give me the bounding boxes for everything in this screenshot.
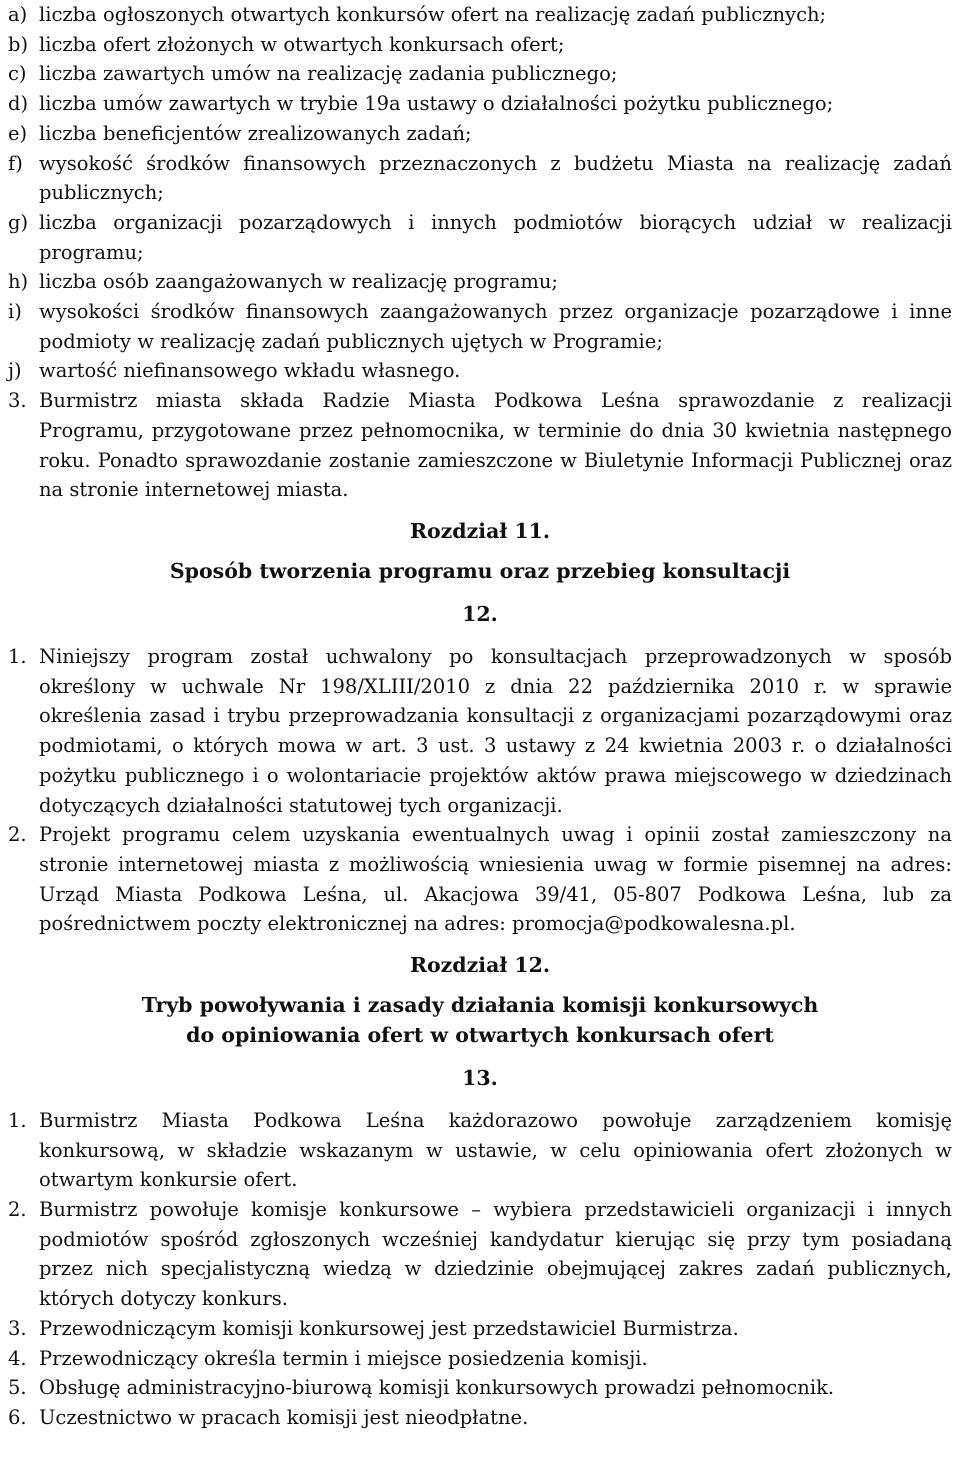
item-marker: 2. xyxy=(8,1198,27,1222)
list-text: liczba osób zaangażowanych w realizację programu; xyxy=(39,270,558,294)
list-item xyxy=(8,0,952,30)
numbered-item xyxy=(8,1195,952,1314)
item-text: Burmistrz miasta składa Radzie Miasta Podkowa Leśna sprawozdanie z realizacji Programu, przygotowane przez pełnomocnika, w terminie do dnia 30 kwietnia następnego roku. Ponadto sprawozdanie zostanie zamieszczone w Biuletynie Informacji Publicznej oraz na stronie internetowej miasta. xyxy=(39,389,952,502)
list-marker: g) xyxy=(8,210,29,234)
list-marker: e) xyxy=(8,121,28,145)
item-marker: 3. xyxy=(8,389,27,413)
numbered-item xyxy=(8,1403,952,1433)
list-item xyxy=(8,356,952,386)
item-text: Niniejszy program został uchwalony po konsultacjach przeprowadzonych w sposób określony w uchwale Nr 198/XLIII/2010 z dnia 22 października 2010 r. w sprawie określenia zasad i trybu przeprowadzania konsultacji z organizacjami pozarządowymi oraz podmiotami, o których mowa w art. 3 ust. 3 ustawy z 24 kwietnia 2003 r. o działalności pożytku publicznego i o wolontariacie projektów aktów prawa miejscowego w dziedzinach dotyczących działalności statutowej tych organizacji. xyxy=(39,645,952,817)
list-marker: f) xyxy=(8,151,23,175)
item-text: Uczestnictwo w pracach komisji jest nieodpłatne. xyxy=(39,1405,529,1429)
item-text: Obsługę administracyjno-biurową komisji konkursowych prowadzi pełnomocnik. xyxy=(39,1376,835,1400)
item-text: Burmistrz powołuje komisje konkursowe – wybiera przedstawicieli organizacji i innych podmiotów spośród zgłoszonych wcześniej kandydatur kierując się przy tym posiadaną przez nich specjalistyczną wiedzą w dziedzinie obejmującej zakres zadań publicznych, których dotyczy konkurs. xyxy=(39,1198,952,1311)
list-text: wysokość środków finansowych przeznaczonych z budżetu Miasta na realizację zadań publicznych; xyxy=(39,151,952,205)
numbered-item xyxy=(8,820,952,939)
list-marker: h) xyxy=(8,270,29,294)
item-text: Przewodniczący określa termin i miejsce posiedzenia komisji. xyxy=(39,1346,648,1370)
chapter-title-line: do opiniowania ofert w otwartych konkursach ofert xyxy=(186,1022,774,1047)
item-marker: 2. xyxy=(8,823,27,847)
list-marker: i) xyxy=(8,300,22,324)
chapter-number: Rozdział 12. xyxy=(409,953,551,978)
list-text: liczba ofert złożonych w otwartych konkursach ofert; xyxy=(39,32,565,56)
list-item xyxy=(8,59,952,89)
list-item xyxy=(8,208,952,267)
list-text: liczba ogłoszonych otwartych konkursów ofert na realizację zadań publicznych; xyxy=(39,3,827,26)
item-text: Projekt programu celem uzyskania ewentualnych uwag i opinii został zamieszczony na stronie internetowej miasta z możliwością wniesienia uwag w formie pisemnej na adres: Urząd Miasta Podkowa Leśna, ul. Akacjowa 39/41, 05-807 Podkowa Leśna, lub za pośrednictwem poczty elektronicznej na adres: promocja@podkowalesna.pl. xyxy=(39,823,952,936)
list-item xyxy=(8,297,952,356)
numbered-item xyxy=(8,1373,952,1403)
lettered-list xyxy=(8,0,952,386)
item-marker: 4. xyxy=(8,1346,27,1370)
list-text: wartość niefinansowego wkładu własnego. xyxy=(39,359,461,383)
list-text: liczba organizacji pozarządowych i innych podmiotów biorących udział w realizacji programu; xyxy=(39,210,952,264)
item-marker: 1. xyxy=(8,645,27,669)
list-text: liczba beneficjentów zrealizowanych zadań; xyxy=(39,121,472,145)
list-text: liczba umów zawartych w trybie 19a ustawy o działalności pożytku publicznego; xyxy=(39,92,834,116)
item-marker: 3. xyxy=(8,1316,27,1340)
list-item xyxy=(8,119,952,149)
paragraph-number: 13. xyxy=(462,1066,498,1091)
item-marker: 5. xyxy=(8,1376,27,1400)
chapter-title-line: Tryb powoływania i zasady działania komisji konkursowych xyxy=(141,992,819,1017)
list-marker: b) xyxy=(8,32,29,56)
list-marker: a) xyxy=(8,3,28,26)
list-item xyxy=(8,149,952,208)
numbered-item xyxy=(8,1344,952,1374)
numbered-item xyxy=(8,386,952,505)
numbered-item xyxy=(8,1106,952,1195)
list-marker: c) xyxy=(8,62,27,86)
paragraph-number: 12. xyxy=(462,602,498,627)
numbered-item xyxy=(8,642,952,820)
list-text: wysokości środków finansowych zaangażowanych przez organizacje pozarządowe i inne podmioty w realizację zadań publicznych ujętych w Programie; xyxy=(39,300,952,353)
item-marker: 6. xyxy=(8,1405,27,1429)
chapter-number: Rozdział 11. xyxy=(409,518,551,543)
list-text: liczba zawartych umów na realizację zadania publicznego; xyxy=(39,62,618,86)
list-marker: j) xyxy=(8,359,22,383)
item-text: Burmistrz Miasta Podkowa Leśna każdorazowo powołuje zarządzeniem komisję konkursową, w składzie wskazanym w ustawie, w celu opiniowania ofert złożonych w otwartym konkursie ofert. xyxy=(39,1108,952,1192)
item-marker: 1. xyxy=(8,1108,27,1132)
list-item xyxy=(8,267,952,297)
list-item xyxy=(8,30,952,60)
item-text: Przewodniczącym komisji konkursowej jest przedstawiciel Burmistrza. xyxy=(39,1316,739,1340)
list-marker: d) xyxy=(8,92,29,116)
list-item xyxy=(8,89,952,119)
chapter-title: Sposób tworzenia programu oraz przebieg konsultacji xyxy=(169,558,791,583)
numbered-item xyxy=(8,1314,952,1344)
